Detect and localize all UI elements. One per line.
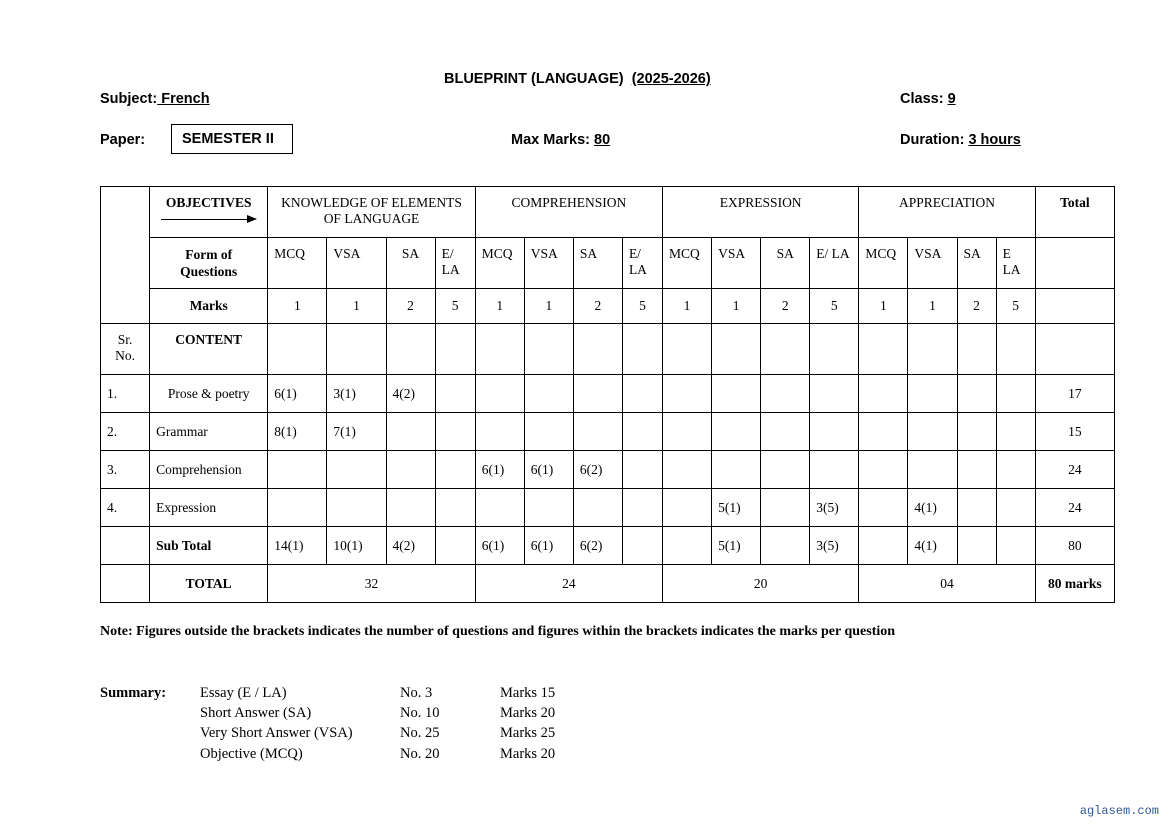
- content-cell: Comprehension: [150, 451, 268, 489]
- marks-cell: 1: [663, 289, 712, 324]
- document-title: [444, 71, 711, 87]
- subtotal-row: [101, 527, 1115, 565]
- marks-cell: 1: [327, 289, 386, 324]
- form-of-questions-label: Form of Questions: [150, 238, 268, 289]
- watermark-link[interactable]: aglasem.com: [1079, 804, 1159, 818]
- summary-no: No. 20: [400, 746, 440, 762]
- summary-type: Objective (MCQ): [200, 746, 303, 762]
- value-cell: 6(1): [268, 375, 327, 413]
- grand-total-label: TOTAL: [150, 565, 268, 603]
- max-marks-label: Max Marks:: [511, 132, 590, 148]
- summary-marks: Marks 25: [500, 725, 556, 741]
- grand-group-total: 04: [859, 565, 1035, 603]
- form-cell: VSA: [327, 238, 386, 289]
- value-cell: 4(2): [386, 375, 435, 413]
- marks-cell: 1: [908, 289, 957, 324]
- blank-corner-cell: [101, 187, 150, 324]
- form-cell: VSA: [524, 238, 573, 289]
- subject-value: French: [157, 91, 210, 107]
- marks-cell: 2: [957, 289, 996, 324]
- content-cell: Expression: [150, 489, 268, 527]
- right-arrow-icon: [161, 215, 257, 225]
- summary-no: No. 25: [400, 725, 440, 741]
- marks-cell: 1: [524, 289, 573, 324]
- summary-type: Short Answer (SA): [200, 705, 312, 721]
- subject-label: Subject:: [100, 91, 158, 107]
- max-marks-value: 80: [594, 132, 611, 148]
- forms-row: [101, 238, 1115, 289]
- subtotal-cell: 6(1): [475, 527, 524, 565]
- summary-type: Essay (E / LA): [200, 685, 287, 701]
- class-label: Class:: [900, 91, 944, 107]
- value-cell: 5(1): [712, 489, 761, 527]
- marks-row: [101, 289, 1115, 324]
- form-cell: MCQ: [475, 238, 524, 289]
- form-cell: SA: [761, 238, 810, 289]
- table-row: [101, 451, 1115, 489]
- duration-line: [900, 132, 1021, 148]
- grand-total-value: 80 marks: [1035, 565, 1114, 603]
- subtotal-cell: 5(1): [712, 527, 761, 565]
- summary-no: No. 10: [400, 705, 440, 721]
- content-header-row: [101, 324, 1115, 375]
- form-cell: E/ LA: [622, 238, 662, 289]
- form-cell: MCQ: [859, 238, 908, 289]
- marks-cell: 2: [386, 289, 435, 324]
- sr-cell: 1.: [101, 375, 150, 413]
- content-header: CONTENT: [150, 324, 268, 375]
- content-cell: Prose & poetry: [150, 375, 268, 413]
- marks-cell: 1: [712, 289, 761, 324]
- class-line: [900, 91, 956, 107]
- sr-cell: 2.: [101, 413, 150, 451]
- subtotal-cell: 14(1): [268, 527, 327, 565]
- max-marks-line: [511, 132, 610, 148]
- objectives-row: [101, 187, 1115, 238]
- paper-value-box: SEMESTER II: [171, 124, 293, 154]
- subtotal-cell: 4(1): [908, 527, 957, 565]
- duration-label: Duration:: [900, 132, 965, 148]
- form-cell: MCQ: [663, 238, 712, 289]
- group-header-comprehension: COMPREHENSION: [475, 187, 662, 238]
- form-cell: VSA: [908, 238, 957, 289]
- value-cell: 3(5): [810, 489, 859, 527]
- table-row: [101, 375, 1115, 413]
- objectives-label: OBJECTIVES: [165, 195, 252, 210]
- subtotal-total: 80: [1035, 527, 1114, 565]
- content-cell: Grammar: [150, 413, 268, 451]
- value-cell: 4(1): [908, 489, 957, 527]
- blueprint-table: [100, 186, 1115, 603]
- marks-label: Marks: [150, 289, 268, 324]
- subject-line: [100, 91, 210, 107]
- grand-group-total: 20: [663, 565, 859, 603]
- subtotal-label: Sub Total: [150, 527, 268, 565]
- total-cell: 24: [1035, 489, 1114, 527]
- group-header-knowledge: KNOWLEDGE OF ELEMENTS OF LANGUAGE: [268, 187, 475, 238]
- value-cell: 6(1): [475, 451, 524, 489]
- sr-no-header: Sr. No.: [101, 324, 150, 375]
- grand-group-total: 24: [475, 565, 662, 603]
- paper-label: Paper:: [100, 132, 146, 148]
- title-text: BLUEPRINT (LANGUAGE): [444, 71, 624, 87]
- subtotal-cell: 3(5): [810, 527, 859, 565]
- form-cell: MCQ: [268, 238, 327, 289]
- summary-marks: Marks 15: [500, 685, 556, 701]
- marks-cell-blank: [1035, 289, 1114, 324]
- table-row: [101, 489, 1115, 527]
- note-text: Note: Figures outside the brackets indicates the number of questions and figures within the brackets indicates the marks per question: [100, 624, 896, 639]
- marks-cell: 5: [622, 289, 662, 324]
- value-cell: 8(1): [268, 413, 327, 451]
- form-cell-blank: [1035, 238, 1114, 289]
- grand-group-total: 32: [268, 565, 475, 603]
- group-header-expression: EXPRESSION: [663, 187, 859, 238]
- value-cell: 6(2): [573, 451, 622, 489]
- form-cell: SA: [957, 238, 996, 289]
- form-cell: VSA: [712, 238, 761, 289]
- year-text: (2025-2026): [631, 71, 711, 87]
- marks-cell: 1: [859, 289, 908, 324]
- form-cell: E/ LA: [810, 238, 859, 289]
- form-cell: SA: [386, 238, 435, 289]
- marks-cell: 1: [475, 289, 524, 324]
- summary-type: Very Short Answer (VSA): [200, 725, 353, 741]
- objectives-cell: [150, 187, 268, 238]
- table-row: [101, 413, 1115, 451]
- subtotal-cell: 6(2): [573, 527, 622, 565]
- marks-cell: 5: [810, 289, 859, 324]
- form-cell: SA: [573, 238, 622, 289]
- marks-cell: 1: [268, 289, 327, 324]
- value-cell: 3(1): [327, 375, 386, 413]
- marks-cell: 5: [996, 289, 1035, 324]
- total-header: Total: [1035, 187, 1114, 238]
- group-header-appreciation: APPRECIATION: [859, 187, 1035, 238]
- value-cell: 7(1): [327, 413, 386, 451]
- subtotal-cell: 4(2): [386, 527, 435, 565]
- total-cell: 15: [1035, 413, 1114, 451]
- form-cell: E/ LA: [435, 238, 475, 289]
- marks-cell: 2: [761, 289, 810, 324]
- subtotal-cell: 10(1): [327, 527, 386, 565]
- subtotal-cell: 6(1): [524, 527, 573, 565]
- sr-cell: 4.: [101, 489, 150, 527]
- summary-marks: Marks 20: [500, 705, 556, 721]
- total-cell: 17: [1035, 375, 1114, 413]
- summary-label: Summary:: [100, 685, 167, 701]
- grand-total-row: [101, 565, 1115, 603]
- value-cell: 6(1): [524, 451, 573, 489]
- summary-no: No. 3: [400, 685, 433, 701]
- summary-marks: Marks 20: [500, 746, 556, 762]
- marks-cell: 2: [573, 289, 622, 324]
- total-cell: 24: [1035, 451, 1114, 489]
- sr-cell: 3.: [101, 451, 150, 489]
- marks-cell: 5: [435, 289, 475, 324]
- class-value: 9: [947, 91, 956, 107]
- form-cell: E LA: [996, 238, 1035, 289]
- duration-value: 3 hours: [968, 132, 1021, 148]
